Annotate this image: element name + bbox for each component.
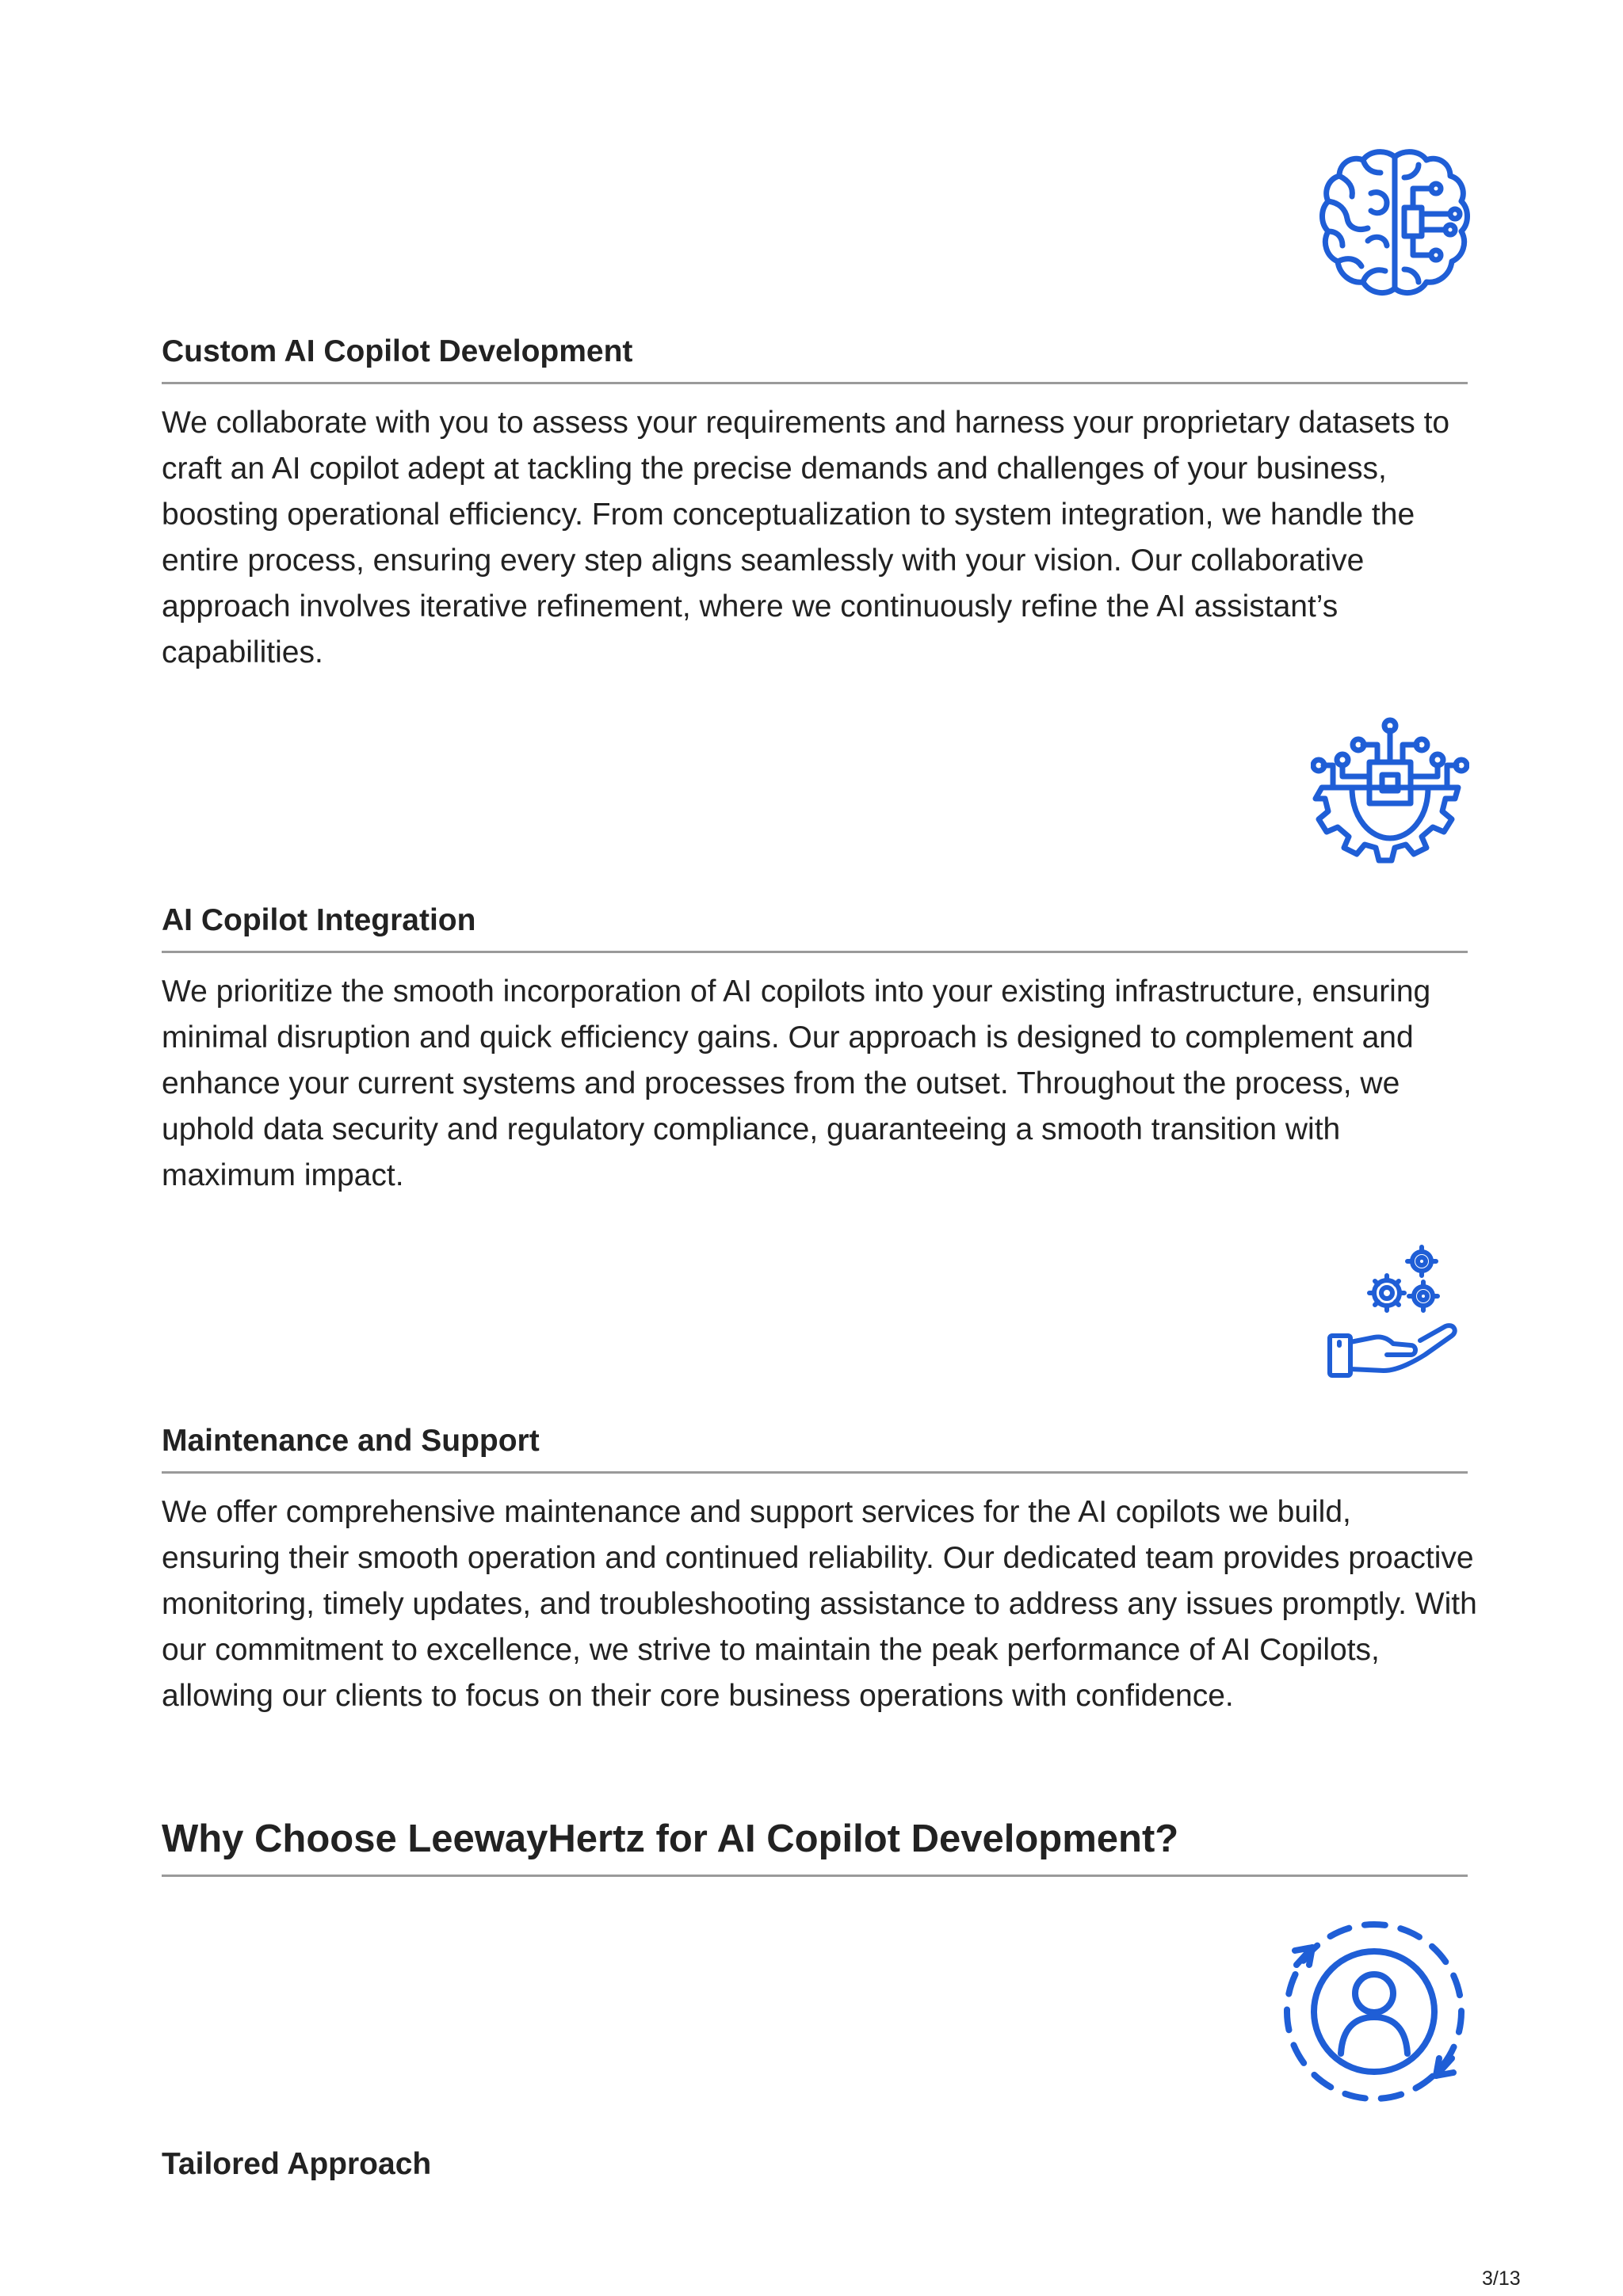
section-divider bbox=[162, 382, 1468, 384]
section-body: We collaborate with you to assess your requirements and harness your proprietary datasets to craft an AI copilot adept at tackling the precise demands and challenges of your business, boosting operational efficiency. From conceptualization to system integration, we handle the entire process, ensuring every step aligns seamlessly with your vision. Our collaborative approach involves iterative refinement, where we continuously refine the AI assistant’s capabilities. bbox=[162, 406, 1450, 669]
section-divider bbox=[162, 951, 1468, 953]
gear-chip-icon bbox=[1311, 716, 1469, 867]
section-divider bbox=[162, 1875, 1468, 1877]
section-body: We prioritize the smooth incorporation of AI copilots into your existing infrastructure, ensuring minimal disruption and quick efficiency gains. Our approach is designed to complement and enhance your current systems and processes from the outset. Throughout the process, we uphold data security and regulatory compliance, guaranteeing a smooth transition with maximum impact. bbox=[162, 974, 1431, 1192]
section-divider bbox=[162, 1471, 1468, 1474]
section-title: Tailored Approach bbox=[162, 2147, 432, 2181]
section-body: We offer comprehensive maintenance and support services for the AI copilots we build, ensuring their smooth operation and continued reliability. Our dedicated team provides proactive monitoring, timely updates, and troubleshooting assistance to address any issues promptly. With our commitment to excellence, we strive to maintain the peak performance of AI Copilots, allowing our clients to focus on their core business operations with confidence. bbox=[162, 1495, 1477, 1713]
brain-circuit-icon bbox=[1316, 146, 1474, 301]
user-cycle-icon bbox=[1279, 1917, 1469, 2106]
hand-gears-icon bbox=[1325, 1244, 1460, 1380]
section-title: AI Copilot Integration bbox=[162, 903, 476, 937]
section-title: Custom AI Copilot Development bbox=[162, 334, 633, 368]
why-choose-heading: Why Choose LeewayHertz for AI Copilot Development? bbox=[162, 1817, 1179, 1860]
section-title: Maintenance and Support bbox=[162, 1424, 540, 1458]
page-number: 3/13 bbox=[1482, 2267, 1521, 2290]
